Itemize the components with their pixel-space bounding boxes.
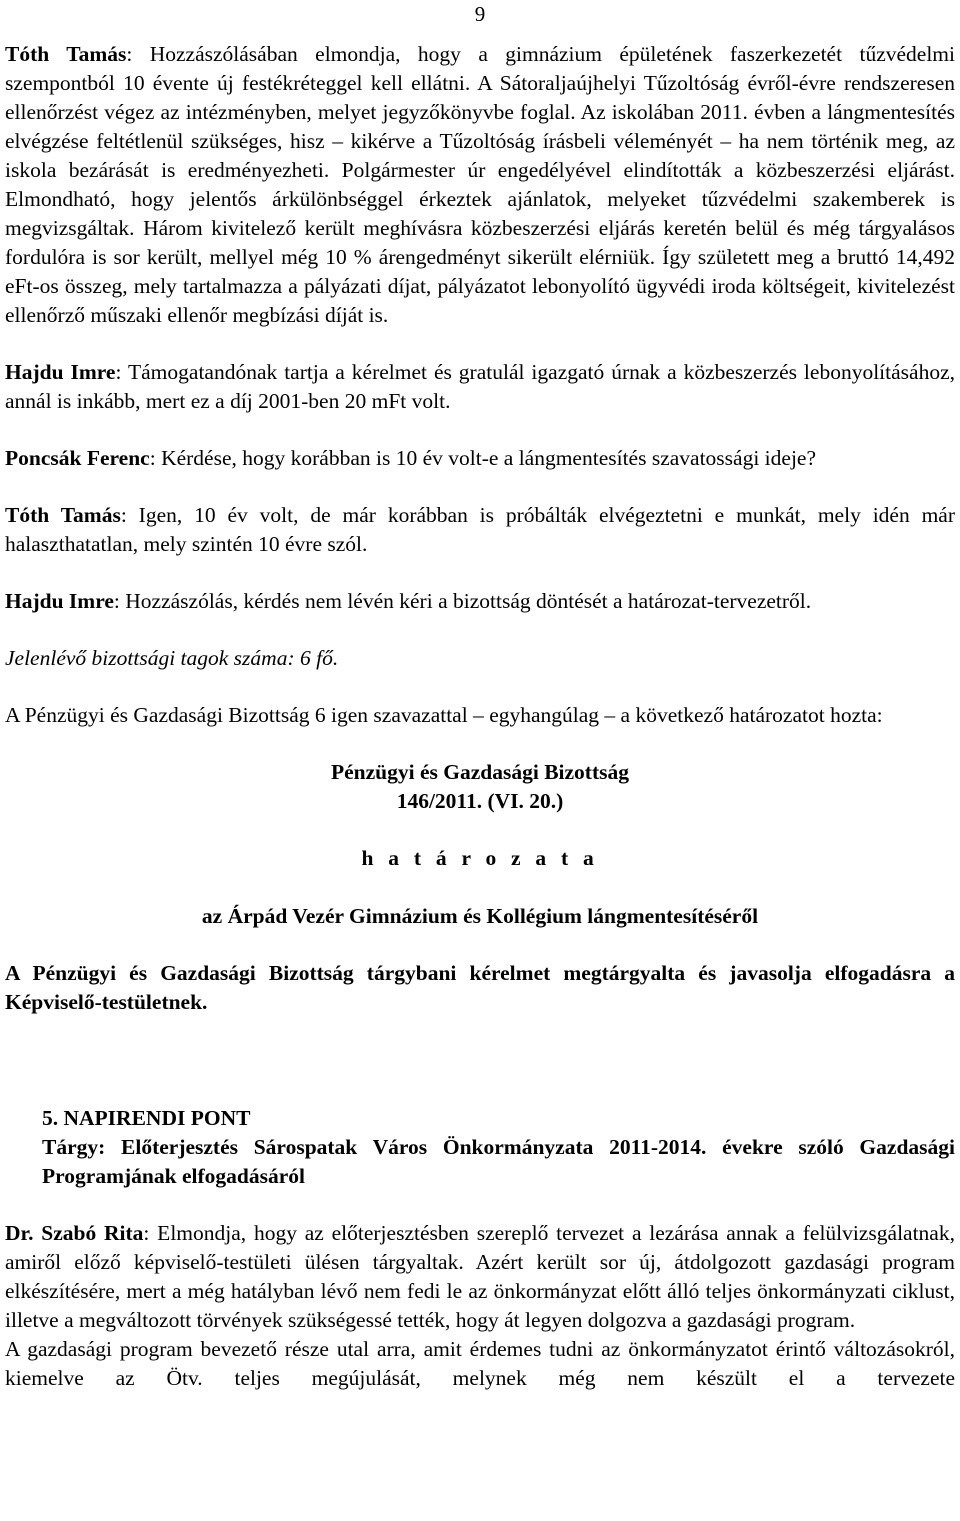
resolution-heading: h a t á r o z a t a	[361, 846, 599, 870]
resolution-committee: Pénzügyi és Gazdasági Bizottság	[331, 760, 629, 784]
speaker-name: Poncsák Ferenc	[5, 446, 150, 470]
resolution-subject: az Árpád Vezér Gimnázium és Kollégium lángmentesítéséről	[201, 904, 759, 928]
resolution-body: A Pénzügyi és Gazdasági Bizottság tárgybani kérelmet megtárgyalta és javasolja elfogadásra a Képviselő-testületnek.	[5, 961, 955, 1014]
paragraph-gazdasagi-program: A gazdasági program bevezető része utal arra, amit érdemes tudni az önkormányzatot érintő változásokról, kiemelve az Ötv. teljes megújulását, melynek még nem készült el a tervezete	[5, 1337, 955, 1390]
speaker-name: Hajdu Imre	[5, 360, 116, 384]
paragraph-text: : Igen, 10 év volt, de már korábban is próbálták elvégeztetni e munkát, mely idén már halaszthatatlan, mely szintén 10 évre szól.	[5, 503, 956, 556]
attendance-note	[5, 644, 955, 673]
speaker-name: Hajdu Imre	[5, 589, 114, 613]
paragraph-text: : Hozzászólásában elmondja, hogy a gimnázium épületének faszerkezetét tűzvédelmi szempontból 10 évente új festékréteggel kell ellátni. A Sátoraljaújhelyi Tűzoltóság évről-évre rendszeresen ellenőrzést végez az intézményben, melyet jegyzőkönyvbe foglal. Az iskolában 2011. évben a lángmentesítés elvégzése feltétlenül szükséges, hisz – kikérve a Tűzoltóság írásbeli véleményét – ha nem történik meg, az iskola bezárását is eredményezheti. Polgármester úr engedélyével elindították a közbeszerzési eljárást. Elmondható, hogy jelentős árkülönbséggel érkeztek ajánlatok, melyeket tűzvédelmi szakemberek is megvizsgáltak. Három kivitelező került meghívásra közbeszerzési eljárás keretén belül és még tárgyalásos fordulóra is sor került, mellyel még 10 % árengedményt sikerült elérniük. Így született meg a bruttó 14,492 eFt-os összeg, mely tartalmazza a pályázati díjat, pályázatot lebonyolító ügyvédi iroda költségeit, kivitelezést ellenőrző műszaki ellenőr megbízási díját is.	[5, 42, 955, 327]
paragraph-szabo	[5, 1219, 955, 1335]
attendance-text: Jelenlévő bizottsági tagok száma: 6 fő.	[5, 646, 339, 670]
vote-statement: A Pénzügyi és Gazdasági Bizottság 6 igen szavazattal – egyhangúlag – a következő határozatot hozta:	[5, 703, 883, 727]
paragraph-toth-2	[5, 501, 955, 559]
resolution-title-block	[5, 758, 955, 931]
speaker-name: Tóth Tamás	[5, 42, 127, 66]
paragraph-text: : Hozzászólás, kérdés nem lévén kéri a bizottság döntését a határozat-tervezetről.	[113, 589, 812, 613]
agenda-subject: Tárgy: Előterjesztés Sárospatak Város Önkormányzata 2011-2014. évekre szóló Gazdasági Programjának elfogadásáról	[42, 1135, 955, 1188]
paragraph-toth-1	[5, 40, 955, 330]
agenda-number-title: 5. NAPIRENDI PONT	[42, 1106, 251, 1130]
paragraph-poncsak	[5, 444, 955, 473]
paragraph-hajdu-1	[5, 358, 955, 416]
resolution-number: 146/2011. (VI. 20.)	[396, 789, 564, 813]
paragraph-text: : Elmondja, hogy az előterjesztésben szereplő tervezet a lezárása annak a felülvizsgálatnak, amiről előző képviselő-testületi ülésen tárgyaltak. Azért került sor új, átdolgozott gazdasági program elkészítésére, mert a még hatályban lévő nem fedi le az önkormányzat előtt álló teljes önkormányzati ciklust, illetve a megváltozott törvények szükségessé tették, hogy át legyen dolgozva a gazdasági program.	[5, 1221, 955, 1332]
paragraph-text: : Kérdése, hogy korábban is 10 év volt-e a lángmentesítés szavatossági ideje?	[149, 446, 817, 470]
speaker-name: Dr. Szabó Rita	[5, 1221, 144, 1245]
paragraph-text: : Támogatandónak tartja a kérelmet és gratulál igazgató úrnak a közbeszerzés lebonyolításához, annál is inkább, mert ez a díj 2001-ben 20 mFt volt.	[5, 360, 955, 413]
document-body	[5, 40, 955, 1393]
agenda-item	[42, 1104, 955, 1191]
paragraph-hajdu-2	[5, 587, 955, 616]
speaker-name: Tóth Tamás	[5, 503, 121, 527]
page-number: 9	[474, 2, 486, 26]
